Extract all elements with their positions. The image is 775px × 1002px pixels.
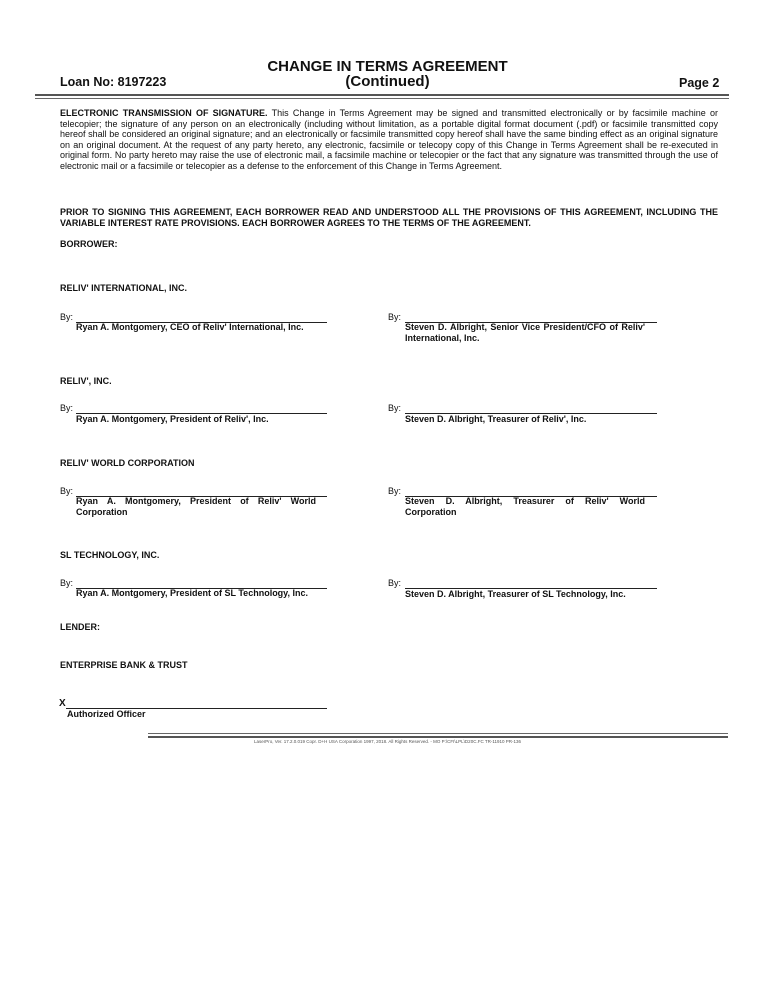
signer-name: Ryan A. Montgomery, President of SL Technology, Inc.	[76, 588, 309, 598]
signer-name: Steven D. Albright, Senior Vice President/CFO of Reliv' International, Inc.	[405, 322, 645, 343]
x-mark: X	[59, 698, 66, 709]
by-label: By:	[60, 312, 74, 322]
document-title: CHANGE IN TERMS AGREEMENT	[267, 58, 508, 75]
electronic-signature-heading: ELECTRONIC TRANSMISSION OF SIGNATURE.	[60, 108, 268, 118]
entity-name: RELIV', INC.	[60, 376, 112, 386]
header-rule-top	[35, 94, 729, 96]
by-label: By:	[388, 403, 402, 413]
by-label: By:	[388, 578, 402, 588]
electronic-signature-paragraph	[60, 108, 718, 172]
footer-rule-bottom	[148, 736, 728, 738]
by-label: By:	[388, 486, 402, 496]
footer-rule-top	[148, 733, 728, 734]
loan-number: Loan No: 8197223	[60, 75, 167, 89]
entity-name: RELIV' INTERNATIONAL, INC.	[60, 283, 187, 293]
borrower-label: BORROWER:	[60, 239, 118, 249]
footer-copyright: LaserPro, Ver. 17.2.0.019 Copr. D+H USA Corporation 1997, 2018. All Rights Reserved. - MO P:\CFI\LPL\D20C.FC TR-11910 PR-136	[253, 739, 522, 744]
signer-name: Steven D. Albright, Treasurer of SL Technology, Inc.	[405, 589, 626, 599]
by-label: By:	[388, 312, 402, 322]
signer-name: Ryan A. Montgomery, CEO of Reliv' International, Inc.	[76, 322, 304, 332]
electronic-signature-body: This Change in Terms Agreement may be signed and transmitted electronically or by facsimile machine or telecopier; the signature of any person on an electronically (including without limitation, as a portable digital format document (.pdf) or facsimile transmitted copy hereof shall be considered an original signature; and an electronically or facsimile transmitted copy hereof shall have the same binding effect as an original signature on an original document. At the request of any party hereto, any electronic, facsimile or telecopy copy of this Change in Terms Agreement shall be re-executed in original form. No party hereto may raise the use of electronic mail, a facsimile machine or telecopier or the fact that any signature was transmitted through the use of electronic mail or a facsimile or telecopier as a defense to the enforcement of this Change in Terms Agreement.	[60, 108, 719, 171]
authorized-officer-label: Authorized Officer	[67, 709, 146, 719]
by-label: By:	[60, 486, 74, 496]
entity-name: SL TECHNOLOGY, INC.	[60, 550, 160, 560]
entity-name: RELIV' WORLD CORPORATION	[60, 458, 195, 468]
prior-to-signing-statement: PRIOR TO SIGNING THIS AGREEMENT, EACH BORROWER READ AND UNDERSTOOD ALL THE PROVISIONS OF THIS AGREEMENT, INCLUDING THE VARIABLE INTEREST RATE PROVISIONS. EACH BORROWER AGREES TO THE TERMS OF THE AGREEMENT.	[60, 207, 718, 228]
document-subtitle: (Continued)	[345, 73, 430, 90]
header-rule-bottom	[35, 98, 729, 99]
signer-name: Ryan A. Montgomery, President of Reliv', Inc.	[76, 414, 269, 424]
lender-name: ENTERPRISE BANK & TRUST	[60, 660, 188, 670]
signer-name: Steven D. Albright, Treasurer of Reliv', Inc.	[405, 414, 587, 424]
page-number: Page 2	[679, 76, 720, 90]
signer-name: Steven D. Albright, Treasurer of Reliv' World Corporation	[405, 496, 645, 517]
by-label: By:	[60, 403, 74, 413]
signer-name: Ryan A. Montgomery, President of Reliv' World Corporation	[76, 496, 316, 517]
by-label: By:	[60, 578, 74, 588]
lender-label: LENDER:	[60, 622, 100, 632]
